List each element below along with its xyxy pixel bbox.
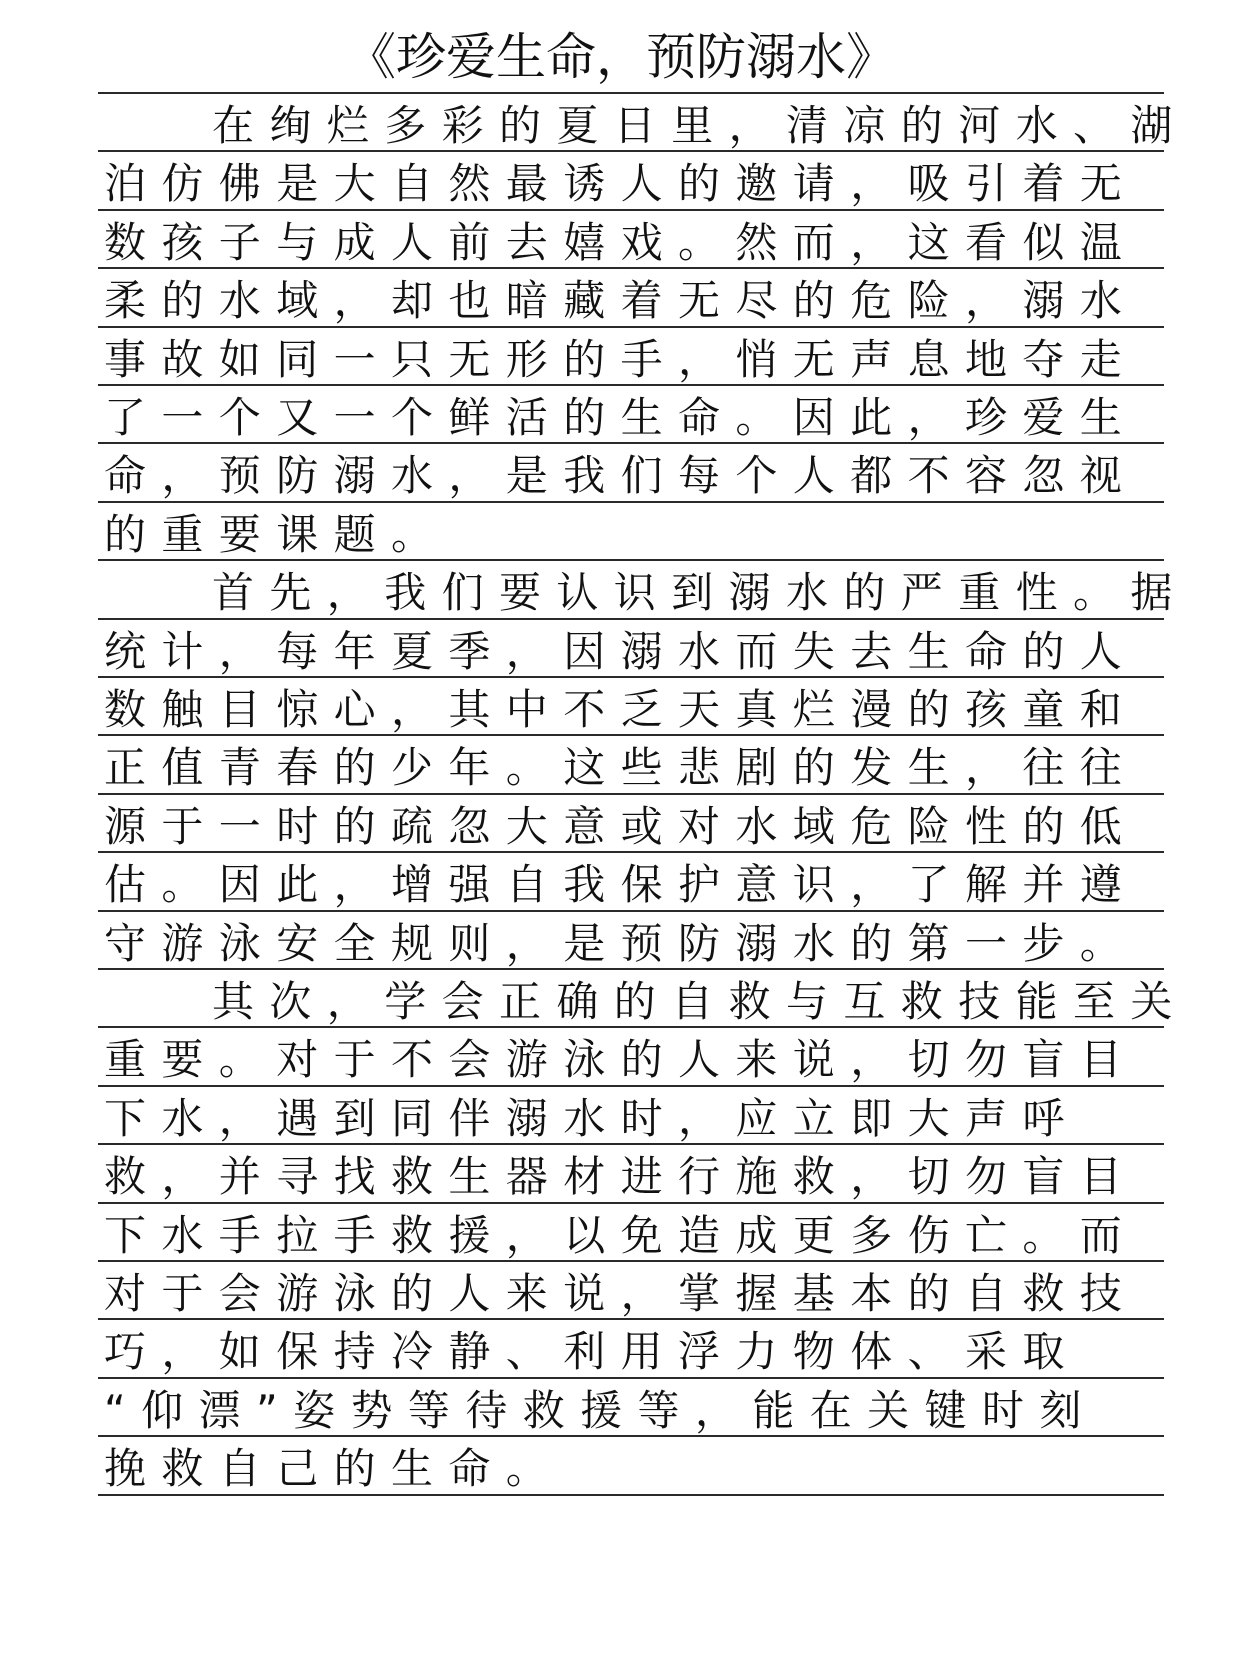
ruled-line bbox=[98, 442, 1164, 444]
ruled-line bbox=[98, 676, 1164, 678]
text-line: 救，并寻找救生器材进行施救，切勿盲目 bbox=[104, 1152, 1138, 1202]
ruled-line bbox=[98, 326, 1164, 328]
ruled-line bbox=[98, 1143, 1164, 1145]
ruled-line bbox=[98, 267, 1164, 269]
ruled-line bbox=[98, 734, 1164, 736]
text-line: 事故如同一只无形的手，悄无声息地夺走 bbox=[104, 334, 1138, 384]
paragraph-first-line: 其次，学会正确的自救与互救技能至关 bbox=[212, 977, 1188, 1026]
ruled-line bbox=[98, 851, 1164, 853]
text-line: 挽救自己的生命。 bbox=[104, 1444, 564, 1494]
ruled-line bbox=[98, 1026, 1164, 1028]
ruled-line bbox=[98, 1202, 1164, 1204]
text-line: 数孩子与成人前去嬉戏。然而，这看似温 bbox=[104, 217, 1138, 267]
ruled-line bbox=[98, 501, 1164, 503]
ruled-line bbox=[98, 910, 1164, 912]
text-line: 巧，如保持冷静、利用浮力物体、采取 bbox=[104, 1327, 1080, 1377]
ruled-line bbox=[98, 793, 1164, 795]
text-line: 对于会游泳的人来说，掌握基本的自救技 bbox=[104, 1269, 1138, 1318]
ruled-line bbox=[98, 1260, 1164, 1262]
text-line: 了一个又一个鲜活的生命。因此，珍爱生 bbox=[104, 393, 1138, 442]
text-line: 柔的水域，却也暗藏着无尽的危险，溺水 bbox=[104, 276, 1138, 326]
ruled-line bbox=[98, 384, 1164, 386]
text-line: 守游泳安全规则，是预防溺水的第一步。 bbox=[104, 918, 1138, 968]
paragraph-first-line: 首先，我们要认识到溺水的严重性。据 bbox=[212, 568, 1188, 618]
text-line: 下水，遇到同伴溺水时，应立即大声呼 bbox=[104, 1093, 1080, 1143]
text-line: 命，预防溺水，是我们每个人都不容忽视 bbox=[104, 451, 1138, 501]
text-line: 估。因此，增强自我保护意识，了解并遵 bbox=[104, 860, 1138, 910]
ruled-line bbox=[98, 618, 1164, 620]
text-line: “仰漂”姿势等待救援等，能在关键时刻 bbox=[104, 1385, 1097, 1435]
text-line: 数触目惊心，其中不乏天真烂漫的孩童和 bbox=[104, 685, 1138, 734]
text-line: 正值青春的少年。这些悲剧的发生，往往 bbox=[104, 743, 1138, 793]
text-line: 泊仿佛是大自然最诱人的邀请，吸引着无 bbox=[104, 159, 1138, 209]
ruled-line bbox=[98, 559, 1164, 561]
ruled-line bbox=[98, 968, 1164, 970]
ruled-line bbox=[98, 1494, 1164, 1496]
ruled-line bbox=[98, 1435, 1164, 1437]
ruled-line bbox=[98, 150, 1164, 152]
ruled-line bbox=[98, 1085, 1164, 1087]
ruled-line bbox=[98, 92, 1164, 94]
text-line: 的重要课题。 bbox=[104, 509, 449, 559]
text-line: 下水手拉手救援，以免造成更多伤亡。而 bbox=[104, 1210, 1138, 1260]
paragraph-first-line: 在绚烂多彩的夏日里，清凉的河水、湖 bbox=[212, 101, 1188, 150]
ruled-line bbox=[98, 1318, 1164, 1320]
text-line: 重要。对于不会游泳的人来说，切勿盲目 bbox=[104, 1035, 1138, 1085]
ruled-line bbox=[98, 1377, 1164, 1379]
document-title: 《珍爱生命，预防溺水》 bbox=[346, 28, 896, 86]
text-line: 源于一时的疏忽大意或对水域危险性的低 bbox=[104, 801, 1138, 851]
ruled-line bbox=[98, 209, 1164, 211]
text-line: 统计，每年夏季，因溺水而失去生命的人 bbox=[104, 626, 1138, 676]
